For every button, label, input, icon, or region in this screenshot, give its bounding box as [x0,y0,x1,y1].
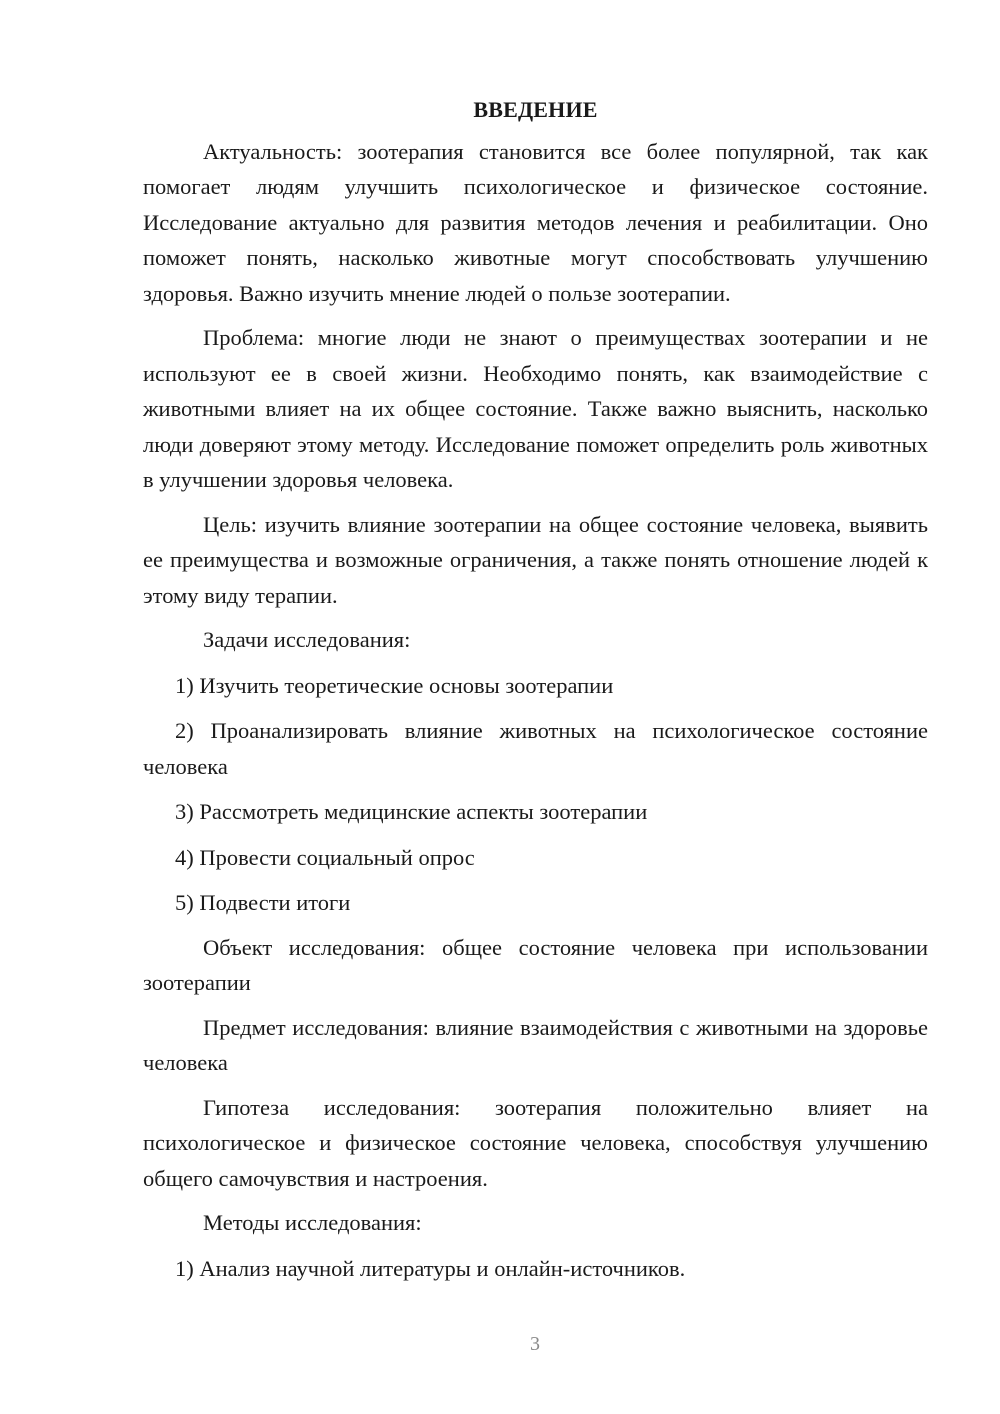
object-paragraph: Объект исследования: общее состояние человека при использовании зоотерапии [143,934,928,995]
goal-paragraph: Цель: изучить влияние зоотерапии на общее состояние человека, выявить ее преимущества и возможные ограничения, а также понять отношение людей к этому виду терапии. [143,511,928,608]
problem-paragraph: Проблема: многие люди не знают о преимуществах зоотерапии и не используют ее в своей жизни. Необходимо понять, как взаимодействие с животными влияет на их общее состояние. Также важно выяснить, насколько люди доверяют этому методу. Исследование поможет определить роль животных в улучшении здоровья человека. [143,325,928,492]
methods-heading: Методы исследования: [203,1210,422,1235]
method-item-1: 1) Анализ научной литературы и онлайн-источников. [175,1255,686,1281]
subject-paragraph: Предмет исследования: влияние взаимодействия с животными на здоровье человека [143,1014,928,1075]
task-item-1: 1) Изучить теоретические основы зоотерапии [175,672,614,698]
task-item-2: 2) Проанализировать влияние животных на психологическое состояние человека [143,718,928,779]
page-title: ВВЕДЕНИЕ [473,97,598,122]
page-number: 3 [530,1333,540,1355]
task-item-5: 5) Подвести итоги [175,890,351,915]
task-item-4: 4) Провести социальный опрос [175,844,475,870]
tasks-heading: Задачи исследования: [203,627,411,652]
task-item-3: 3) Рассмотреть медицинские аспекты зоотерапии [175,799,648,824]
document-page [143,92,928,1296]
hypothesis-paragraph: Гипотеза исследования: зоотерапия положительно влияет на психологическое и физическое состояние человека, способствуя улучшению общего самочувствия и настроения. [143,1094,928,1191]
relevance-paragraph: Актуальность: зоотерапия становится все более популярной, так как помогает людям улучшить психологическое и физическое состояние. Исследование актуально для развития методов лечения и реабилитации. Оно поможет понять, насколько животные могут способствовать улучшению здоровья. Важно изучить мнение людей о пользе зоотерапии. [143,138,928,306]
